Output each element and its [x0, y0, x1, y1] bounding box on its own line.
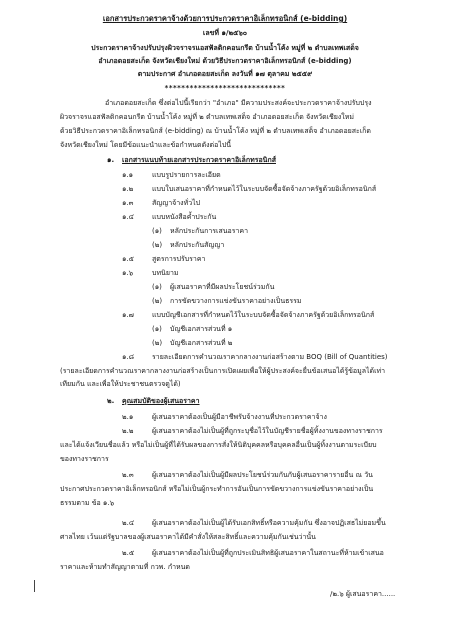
list-item: แบบหนังสือค้ำประกัน: [152, 213, 217, 221]
intro-line-2: ผิวจราจรแอสฟัลติกคอนกรีต บ้านน้ำโค้ง หมู่ที่ ๒ ตำบลเทพเสด็จ อำเภอดอยสะเก็ด จังหวัดเชียงใหม่: [60, 113, 354, 121]
sub-item-number: (๒): [152, 241, 163, 249]
paragraph-line: ราคาและห้ามทำสัญญาตามที่ กวพ. กำหนด: [60, 563, 190, 571]
item-number: ๑.๕: [122, 255, 134, 263]
item-number: ๒.๑: [122, 413, 134, 421]
paragraph-line: ศาลไทย เว้นแต่รัฐบาลของผู้เสนอราคาได้มีคำสั่งให้สละสิทธิ์และความคุ้มกันเช่นว่านั้น: [60, 533, 316, 541]
sub-list-item: ผู้เสนอราคาที่มีผลประโยชน์ร่วมกัน: [170, 283, 275, 291]
continuation-note: /๒.๖ ผู้เสนอราคา......: [330, 590, 396, 598]
intro-line-4: จังหวัดเชียงใหม่ โดยมีข้อแนะนำและข้อกำหนดดังต่อไปนี้: [60, 141, 232, 149]
separator-stars: *****************************: [164, 84, 286, 92]
item-number: ๑.๘: [122, 353, 135, 361]
list-item: แบบรูปรายการละเอียด: [152, 171, 221, 179]
paragraph-line: ผู้เสนอราคาต้องเป็นผู้มีอาชีพรับจ้างงานที่ประกวดราคาจ้าง: [152, 413, 327, 421]
sub-item-number: (๒): [152, 297, 163, 305]
paragraph-line: ผู้เสนอราคาต้องไม่เป็นผู้ที่ถูกประเมินสิทธิผู้เสนอราคาในสถานะที่ห้ามเข้าเสนอ: [152, 549, 384, 557]
list-item: รายละเอียดการคำนวณราคากลางงานก่อสร้างตาม BOQ (Bill of Quantities): [152, 353, 388, 361]
list-item: แบบใบเสนอราคาที่กำหนดไว้ในระบบจัดซื้อจัดจ้างภาครัฐด้วยอิเล็กทรอนิกส์: [152, 185, 377, 193]
intro-line-3: ด้วยวิธีประกวดราคาอิเล็กทรอนิกส์ (e-bidding) ณ บ้านน้ำโค้ง หมู่ที่ ๒ ตำบลเทพเสด็จ อำเภอดอยสะเก็ด: [60, 127, 371, 135]
sub-list-item: การขัดขวางการแข่งขันราคาอย่างเป็นธรรม: [170, 297, 302, 305]
document-title: เอกสารประกวดราคาจ้างด้วยการประกวดราคาอิเล็กทรอนิกส์ (e-bidding): [102, 14, 348, 23]
item-number: ๑.๖: [122, 269, 134, 277]
item-number: ๑.๑: [122, 171, 134, 179]
sub-list-item: หลักประกันการเสนอราคา: [170, 227, 249, 235]
item-number: ๑.๗: [122, 311, 134, 319]
paragraph-line: ธรรมตาม ข้อ ๑.๖: [60, 499, 115, 507]
paragraph-line: ผู้เสนอราคาต้องไม่เป็นผู้ที่ถูกระบุชื่อไว้ในบัญชีรายชื่อผู้ทิ้งงานของทางราชการ: [152, 427, 383, 435]
item-number: ๒.๓: [122, 471, 134, 479]
section2-title: คุณสมบัติของผู้เสนอราคา: [122, 397, 200, 405]
item-number: ๒.๕: [122, 549, 135, 557]
document-number: เลขที่ ๑/๒๕๖๐: [202, 29, 248, 37]
paragraph-line: ของทางราชการ: [60, 455, 109, 463]
sub-list-item: บัญชีเอกสารส่วนที่ ๑: [170, 325, 233, 333]
section1-number: ๑.: [107, 156, 115, 164]
list-item: สูตรการปรับราคา: [152, 255, 206, 263]
paragraph-line: ผู้เสนอราคาต้องไม่เป็นผู้มีผลประโยชน์ร่วมกันกับผู้เสนอราคารายอื่น ณ วัน: [152, 471, 373, 479]
intro-line-1: อำเภอดอยสะเก็ด ซึ่งต่อไปนี้เรียกว่า "อำเภอ" มีความประสงค์จะประกวดราคาจ้างปรับปรุง: [105, 99, 372, 107]
section2-number: ๒.: [107, 397, 115, 405]
sub-item-number: (๑): [152, 283, 162, 291]
item-number: ๑.๓: [122, 199, 134, 207]
section1-note-line-1: (รายละเอียดการคำนวณราคากลางงานก่อสร้างเป็นการเปิดเผยเพื่อให้ผู้ประสงค์จะยื่นข้อเสนอได้รู้ข้อมูลได้เท่า: [60, 367, 386, 375]
list-item: สัญญาจ้างทั่วไป: [152, 199, 201, 207]
sub-list-item: หลักประกันสัญญา: [170, 241, 225, 249]
sub-item-number: (๑): [152, 325, 162, 333]
item-number: ๑.๒: [122, 185, 134, 193]
section1-note-line-2: เทียมกัน และเพื่อให้ประชาชนตรวจดูได้): [60, 380, 181, 388]
subject-line-2: อำเภอดอยสะเก็ด จังหวัดเชียงใหม่ ด้วยวิธีประกวดราคาอิเล็กทรอนิกส์ (e-bidding): [98, 57, 352, 65]
subject-line-1: ประกวดราคาจ้างปรับปรุงผิวจราจรแอสฟัลติกคอนกรีต บ้านน้ำโค้ง หมู่ที่ ๒ ตำบลเทพเสด็จ: [91, 44, 359, 52]
item-number: ๑.๔: [122, 213, 134, 221]
margin-tick-mark: [34, 580, 35, 592]
paragraph-line: ผู้เสนอราคาต้องไม่เป็นผู้ได้รับเอกสิทธิ์หรือความคุ้มกัน ซึ่งอาจปฏิเสธไม่ยอมขึ้น: [152, 519, 386, 527]
subject-line-3: ตามประกาศ อำเภอดอยสะเก็ด ลงวันที่ ๑๗ ตุลาคม ๒๕๕๙: [137, 70, 313, 78]
sub-item-number: (๑): [152, 227, 162, 235]
item-number: ๒.๔: [122, 519, 135, 527]
list-item: บทนิยาม: [152, 269, 179, 277]
sub-item-number: (๒): [152, 339, 163, 347]
paragraph-line: และได้แจ้งเวียนชื่อแล้ว หรือไม่เป็นผู้ที่ได้รับผลของการสั่งให้นิติบุคคลหรือบุคคลอื่นเป็นผู้ทิ้งงานตามระเบียบ: [60, 441, 377, 449]
paragraph-line: ประกาศประกวดราคาอิเล็กทรอนิกส์ หรือไม่เป็นผู้กระทำการอันเป็นการขัดขวางการแข่งขันราคาอย่างเป็น: [60, 485, 374, 493]
item-number: ๒.๒: [122, 427, 134, 435]
list-item: แบบบัญชีเอกสารที่กำหนดไว้ในระบบจัดซื้อจัดจ้างภาครัฐด้วยอิเล็กทรอนิกส์: [152, 311, 375, 319]
section1-title: เอกสารแนบท้ายเอกสารประกวดราคาอิเล็กทรอนิกส์: [122, 156, 276, 164]
sub-list-item: บัญชีเอกสารส่วนที่ ๒: [170, 339, 233, 347]
